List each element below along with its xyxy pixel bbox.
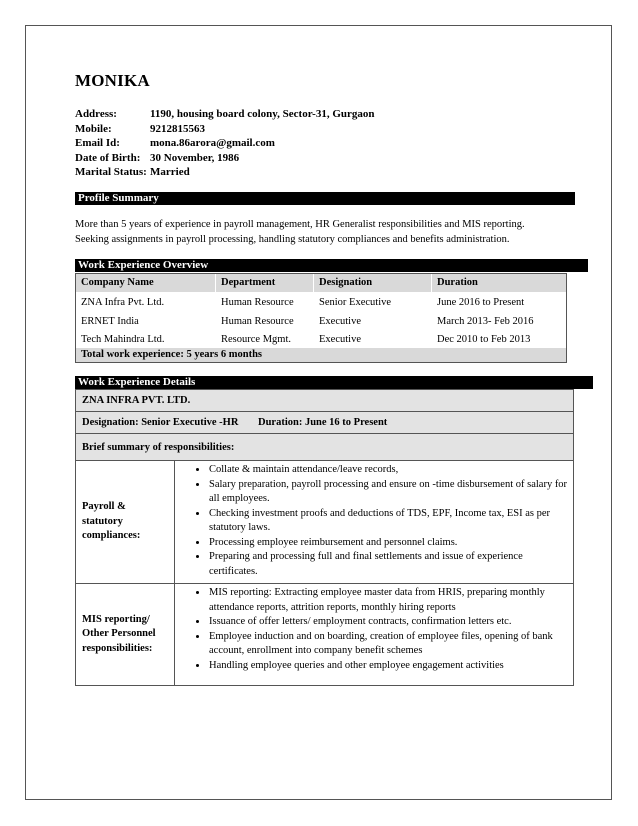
work-details-table: [75, 389, 574, 686]
table-cell: ZNA Infra Pvt. Ltd.: [81, 297, 165, 308]
section-label-text: MIS reporting/ Other Personnel responsibilities:: [82, 613, 156, 654]
table-cell: Executive: [319, 316, 361, 327]
list-item: • Salary preparation, payroll processing and ensure on -time disbursement of salary for all employees.: [208, 478, 573, 507]
contact-row-dob: [75, 151, 375, 166]
table-row: [76, 294, 566, 312]
contact-row-email: [75, 136, 375, 151]
designation-row: [76, 412, 573, 434]
column-header: Company Name: [76, 274, 216, 292]
contact-row-marital: [75, 165, 375, 180]
table-header: [76, 274, 566, 292]
designation: Designation: Senior Executive -HR: [82, 417, 239, 428]
table-row: [76, 312, 566, 332]
contact-row-address: [75, 107, 375, 122]
summary-line: Seeking assignments in payroll processing, handling statutory compliances and benefits administration.: [75, 234, 510, 245]
work-overview-table: [75, 273, 567, 363]
contact-label: Address:: [75, 108, 117, 120]
work-overview-heading: Work Experience Overview: [75, 259, 588, 272]
contact-label: Marital Status:: [75, 166, 147, 178]
list-item: • Collate & maintain attendance/leave records,: [208, 463, 573, 478]
table-cell: ERNET India: [81, 316, 139, 327]
contact-value: 9212815563: [150, 122, 205, 135]
brief-summary-heading: Brief summary of responsibilities:: [76, 434, 573, 461]
contact-value: Married: [150, 166, 190, 178]
column-header: Designation: [314, 274, 432, 292]
table-cell: Senior Executive: [319, 297, 392, 308]
list-item: • Preparing and processing full and final settlements and issue of experience certificates.: [208, 550, 573, 579]
table-cell: Resource Mgmt.: [221, 334, 291, 345]
list-item: • Issuance of offer letters/ employment contracts, confirmation letters etc.: [208, 615, 573, 630]
table-cell: March 2013- Feb 2016: [437, 316, 534, 327]
work-details-heading: Work Experience Details: [75, 376, 593, 389]
list-item: • Processing employee reimbursement and personnel claims.: [208, 536, 573, 551]
section-label: [76, 584, 175, 685]
total-experience: Total work experience: 5 years 6 months: [76, 348, 566, 362]
profile-summary-text: [75, 217, 575, 247]
contact-value: 1190, housing board colony, Sector-31, Gurgaon: [150, 108, 375, 120]
list-item: • Employee induction and on boarding, creation of employee files, opening of bank account, enrollment into company benefit schemes: [208, 630, 573, 659]
section-label: [76, 461, 175, 583]
list-item: • Handling employee queries and other employee engagement activities: [208, 659, 573, 674]
contact-label: Date of Birth:: [75, 151, 141, 164]
contact-label: Mobile:: [75, 122, 112, 135]
responsibility-list: [175, 461, 573, 583]
contact-value: mona.86arora@gmail.com: [150, 137, 275, 149]
contact-block: [75, 107, 375, 180]
profile-summary-heading: Profile Summary: [75, 192, 575, 205]
candidate-name: MONIKA: [75, 71, 150, 90]
table-cell: Executive: [319, 334, 361, 345]
table-cell: Human Resource: [221, 297, 294, 308]
contact-row-mobile: [75, 122, 375, 137]
table-cell: Tech Mahindra Ltd.: [81, 334, 165, 345]
mis-section: [76, 584, 573, 685]
duration: Duration: June 16 to Present: [258, 417, 388, 428]
contact-label: Email Id:: [75, 137, 120, 149]
summary-line: More than 5 years of experience in payroll management, HR Generalist responsibilities and MIS reporting.: [75, 219, 525, 230]
payroll-section: [76, 461, 573, 584]
section-label-text: Payroll & statutory compliances:: [82, 501, 141, 542]
list-item: • Checking investment proofs and deductions of TDS, EPF, Income tax, ESI as per statutory laws.: [208, 507, 573, 536]
column-header: Department: [216, 274, 314, 292]
table-cell: Dec 2010 to Feb 2013: [437, 334, 531, 345]
company-name: ZNA INFRA PVT. LTD.: [76, 390, 573, 412]
responsibility-list: [175, 584, 573, 685]
table-row: [76, 332, 566, 348]
table-cell: June 2016 to Present: [437, 297, 525, 308]
list-item: • MIS reporting: Extracting employee master data from HRIS, preparing monthly attendance reports, attrition reports, monthly hiring reports: [208, 586, 573, 615]
table-cell: Human Resource: [221, 316, 294, 327]
contact-value: 30 November, 1986: [150, 151, 240, 164]
column-header: Duration: [437, 277, 478, 288]
